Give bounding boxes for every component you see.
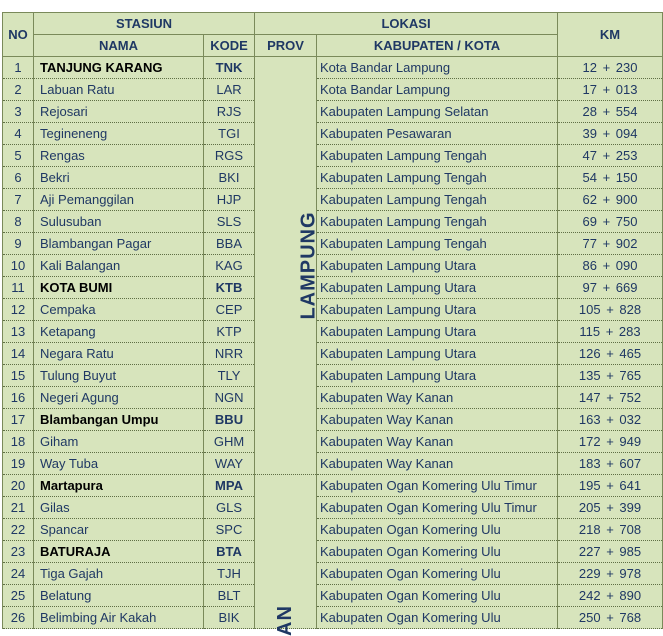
kilometer-value: 86 + 090 [558,255,663,277]
table-row [3,233,663,255]
kilometer-value: 39 + 094 [558,123,663,145]
row-number: 5 [3,145,34,167]
table-row [3,255,663,277]
table-row [3,321,663,343]
row-number: 9 [3,233,34,255]
station-code: WAY [204,453,255,475]
station-name: Spancar [34,519,204,541]
header-km: KM [558,13,663,57]
row-number: 24 [3,563,34,585]
kilometer-value: 218 + 708 [558,519,663,541]
kilometer-value: 97 + 669 [558,277,663,299]
row-number: 16 [3,387,34,409]
table-row [3,607,663,629]
station-name: Tiga Gajah [34,563,204,585]
table-row [3,167,663,189]
regency-name: Kabupaten Way Kanan [317,453,558,475]
kilometer-value: 17 + 013 [558,79,663,101]
row-number: 2 [3,79,34,101]
row-number: 1 [3,57,34,79]
kilometer-value: 227 + 985 [558,541,663,563]
row-number: 26 [3,607,34,629]
station-code: BKI [204,167,255,189]
table-row [3,277,663,299]
table-row [3,585,663,607]
station-name: Ketapang [34,321,204,343]
station-code: HJP [204,189,255,211]
station-code: CEP [204,299,255,321]
station-code: KTP [204,321,255,343]
kilometer-value: 69 + 750 [558,211,663,233]
regency-name: Kabupaten Lampung Utara [317,321,558,343]
station-name: Cempaka [34,299,204,321]
station-code: RJS [204,101,255,123]
kilometer-value: 195 + 641 [558,475,663,497]
row-number: 4 [3,123,34,145]
table-row [3,563,663,585]
station-code: BBU [204,409,255,431]
kilometer-value: 183 + 607 [558,453,663,475]
row-number: 18 [3,431,34,453]
station-code: BTA [204,541,255,563]
station-code: GHM [204,431,255,453]
kilometer-value: 172 + 949 [558,431,663,453]
regency-name: Kabupaten Pesawaran [317,123,558,145]
header-kabupaten: KABUPATEN / KOTA [317,35,558,57]
regency-name: Kabupaten Lampung Utara [317,343,558,365]
kilometer-value: 115 + 283 [558,321,663,343]
row-number: 13 [3,321,34,343]
kilometer-value: 147 + 752 [558,387,663,409]
station-code: BLT [204,585,255,607]
province-label: AN [274,605,297,636]
kilometer-value: 105 + 828 [558,299,663,321]
regency-name: Kabupaten Ogan Komering Ulu Timur [317,475,558,497]
station-code: LAR [204,79,255,101]
station-code: RGS [204,145,255,167]
province-cell [255,475,317,636]
table-row [3,409,663,431]
station-code: BIK [204,607,255,629]
row-number: 21 [3,497,34,519]
regency-name: Kabupaten Ogan Komering Ulu [317,541,558,563]
header-no: NO [3,13,34,57]
table-row [3,57,663,79]
station-name: Labuan Ratu [34,79,204,101]
regency-name: Kota Bandar Lampung [317,57,558,79]
row-number: 25 [3,585,34,607]
table-row [3,365,663,387]
station-code: BBA [204,233,255,255]
station-code: SPC [204,519,255,541]
station-code: KTB [204,277,255,299]
kilometer-value: 126 + 465 [558,343,663,365]
row-number: 15 [3,365,34,387]
header-stasiun: STASIUN [34,13,255,35]
table-row [3,541,663,563]
row-number: 11 [3,277,34,299]
regency-name: Kabupaten Way Kanan [317,431,558,453]
station-name: Belimbing Air Kakah [34,607,204,629]
regency-name: Kabupaten Lampung Tengah [317,189,558,211]
row-number: 6 [3,167,34,189]
table-row [3,453,663,475]
station-code: TGI [204,123,255,145]
regency-name: Kabupaten Ogan Komering Ulu Timur [317,497,558,519]
station-name: Tegineneng [34,123,204,145]
regency-name: Kota Bandar Lampung [317,79,558,101]
row-number: 14 [3,343,34,365]
station-name: Blambangan Umpu [34,409,204,431]
station-code: NRR [204,343,255,365]
table-row [3,431,663,453]
table-row [3,519,663,541]
station-table [2,12,663,636]
regency-name: Kabupaten Ogan Komering Ulu [317,563,558,585]
station-name: Negeri Agung [34,387,204,409]
kilometer-value: 47 + 253 [558,145,663,167]
table-row [3,189,663,211]
table-row [3,79,663,101]
station-name: Giham [34,431,204,453]
station-name: Negara Ratu [34,343,204,365]
table-body [3,57,663,636]
row-number: 20 [3,475,34,497]
row-number: 3 [3,101,34,123]
regency-name: Kabupaten Lampung Utara [317,365,558,387]
province-label: LAMPUNG [297,210,320,320]
station-name: Aji Pemanggilan [34,189,204,211]
table-row [3,299,663,321]
regency-name: Kabupaten Ogan Komering Ulu [317,585,558,607]
kilometer-value: 62 + 900 [558,189,663,211]
regency-name: Kabupaten Lampung Utara [317,277,558,299]
table-row [3,123,663,145]
station-name: Martapura [34,475,204,497]
regency-name: Kabupaten Lampung Tengah [317,167,558,189]
kilometer-value: 54 + 150 [558,167,663,189]
kilometer-value: 250 + 768 [558,607,663,629]
kilometer-value: 163 + 032 [558,409,663,431]
station-code: MPA [204,475,255,497]
row-number: 12 [3,299,34,321]
header-lokasi: LOKASI [255,13,558,35]
station-name: Bekri [34,167,204,189]
table-row [3,343,663,365]
regency-name: Kabupaten Way Kanan [317,409,558,431]
station-code: GLS [204,497,255,519]
station-name: Sulusuban [34,211,204,233]
regency-name: Kabupaten Ogan Komering Ulu [317,519,558,541]
kilometer-value: 229 + 978 [558,563,663,585]
regency-name: Kabupaten Lampung Utara [317,255,558,277]
station-name: Gilas [34,497,204,519]
table-row [3,387,663,409]
row-number: 10 [3,255,34,277]
row-number: 17 [3,409,34,431]
regency-name: Kabupaten Lampung Tengah [317,233,558,255]
station-name: Blambangan Pagar [34,233,204,255]
province-cell [255,57,320,475]
table-row [3,145,663,167]
kilometer-value: 205 + 399 [558,497,663,519]
header-prov: PROV [255,35,317,57]
row-number: 8 [3,211,34,233]
row-number: 23 [3,541,34,563]
table-row [3,101,663,123]
regency-name: Kabupaten Lampung Utara [317,299,558,321]
station-code: TNK [204,57,255,79]
table-row [3,497,663,519]
station-name: Way Tuba [34,453,204,475]
kilometer-value: 12 + 230 [558,57,663,79]
station-name: KOTA BUMI [34,277,204,299]
row-number: 7 [3,189,34,211]
kilometer-value: 135 + 765 [558,365,663,387]
row-number: 22 [3,519,34,541]
station-name: TANJUNG KARANG [34,57,204,79]
header-kode: KODE [204,35,255,57]
header-row-1 [3,13,663,35]
station-name: Rejosari [34,101,204,123]
regency-name: Kabupaten Lampung Tengah [317,145,558,167]
header-nama: NAMA [34,35,204,57]
station-code: KAG [204,255,255,277]
regency-name: Kabupaten Lampung Tengah [317,211,558,233]
station-code: NGN [204,387,255,409]
regency-name: Kabupaten Lampung Selatan [317,101,558,123]
station-code: TJH [204,563,255,585]
regency-name: Kabupaten Way Kanan [317,387,558,409]
regency-name: Kabupaten Ogan Komering Ulu [317,607,558,629]
station-code: SLS [204,211,255,233]
kilometer-value: 77 + 902 [558,233,663,255]
table-row [3,475,663,497]
kilometer-value: 242 + 890 [558,585,663,607]
station-name: BATURAJA [34,541,204,563]
kilometer-value: 28 + 554 [558,101,663,123]
row-number: 19 [3,453,34,475]
station-name: Kali Balangan [34,255,204,277]
station-name: Belatung [34,585,204,607]
table-row [3,211,663,233]
station-name: Rengas [34,145,204,167]
station-code: TLY [204,365,255,387]
station-name: Tulung Buyut [34,365,204,387]
